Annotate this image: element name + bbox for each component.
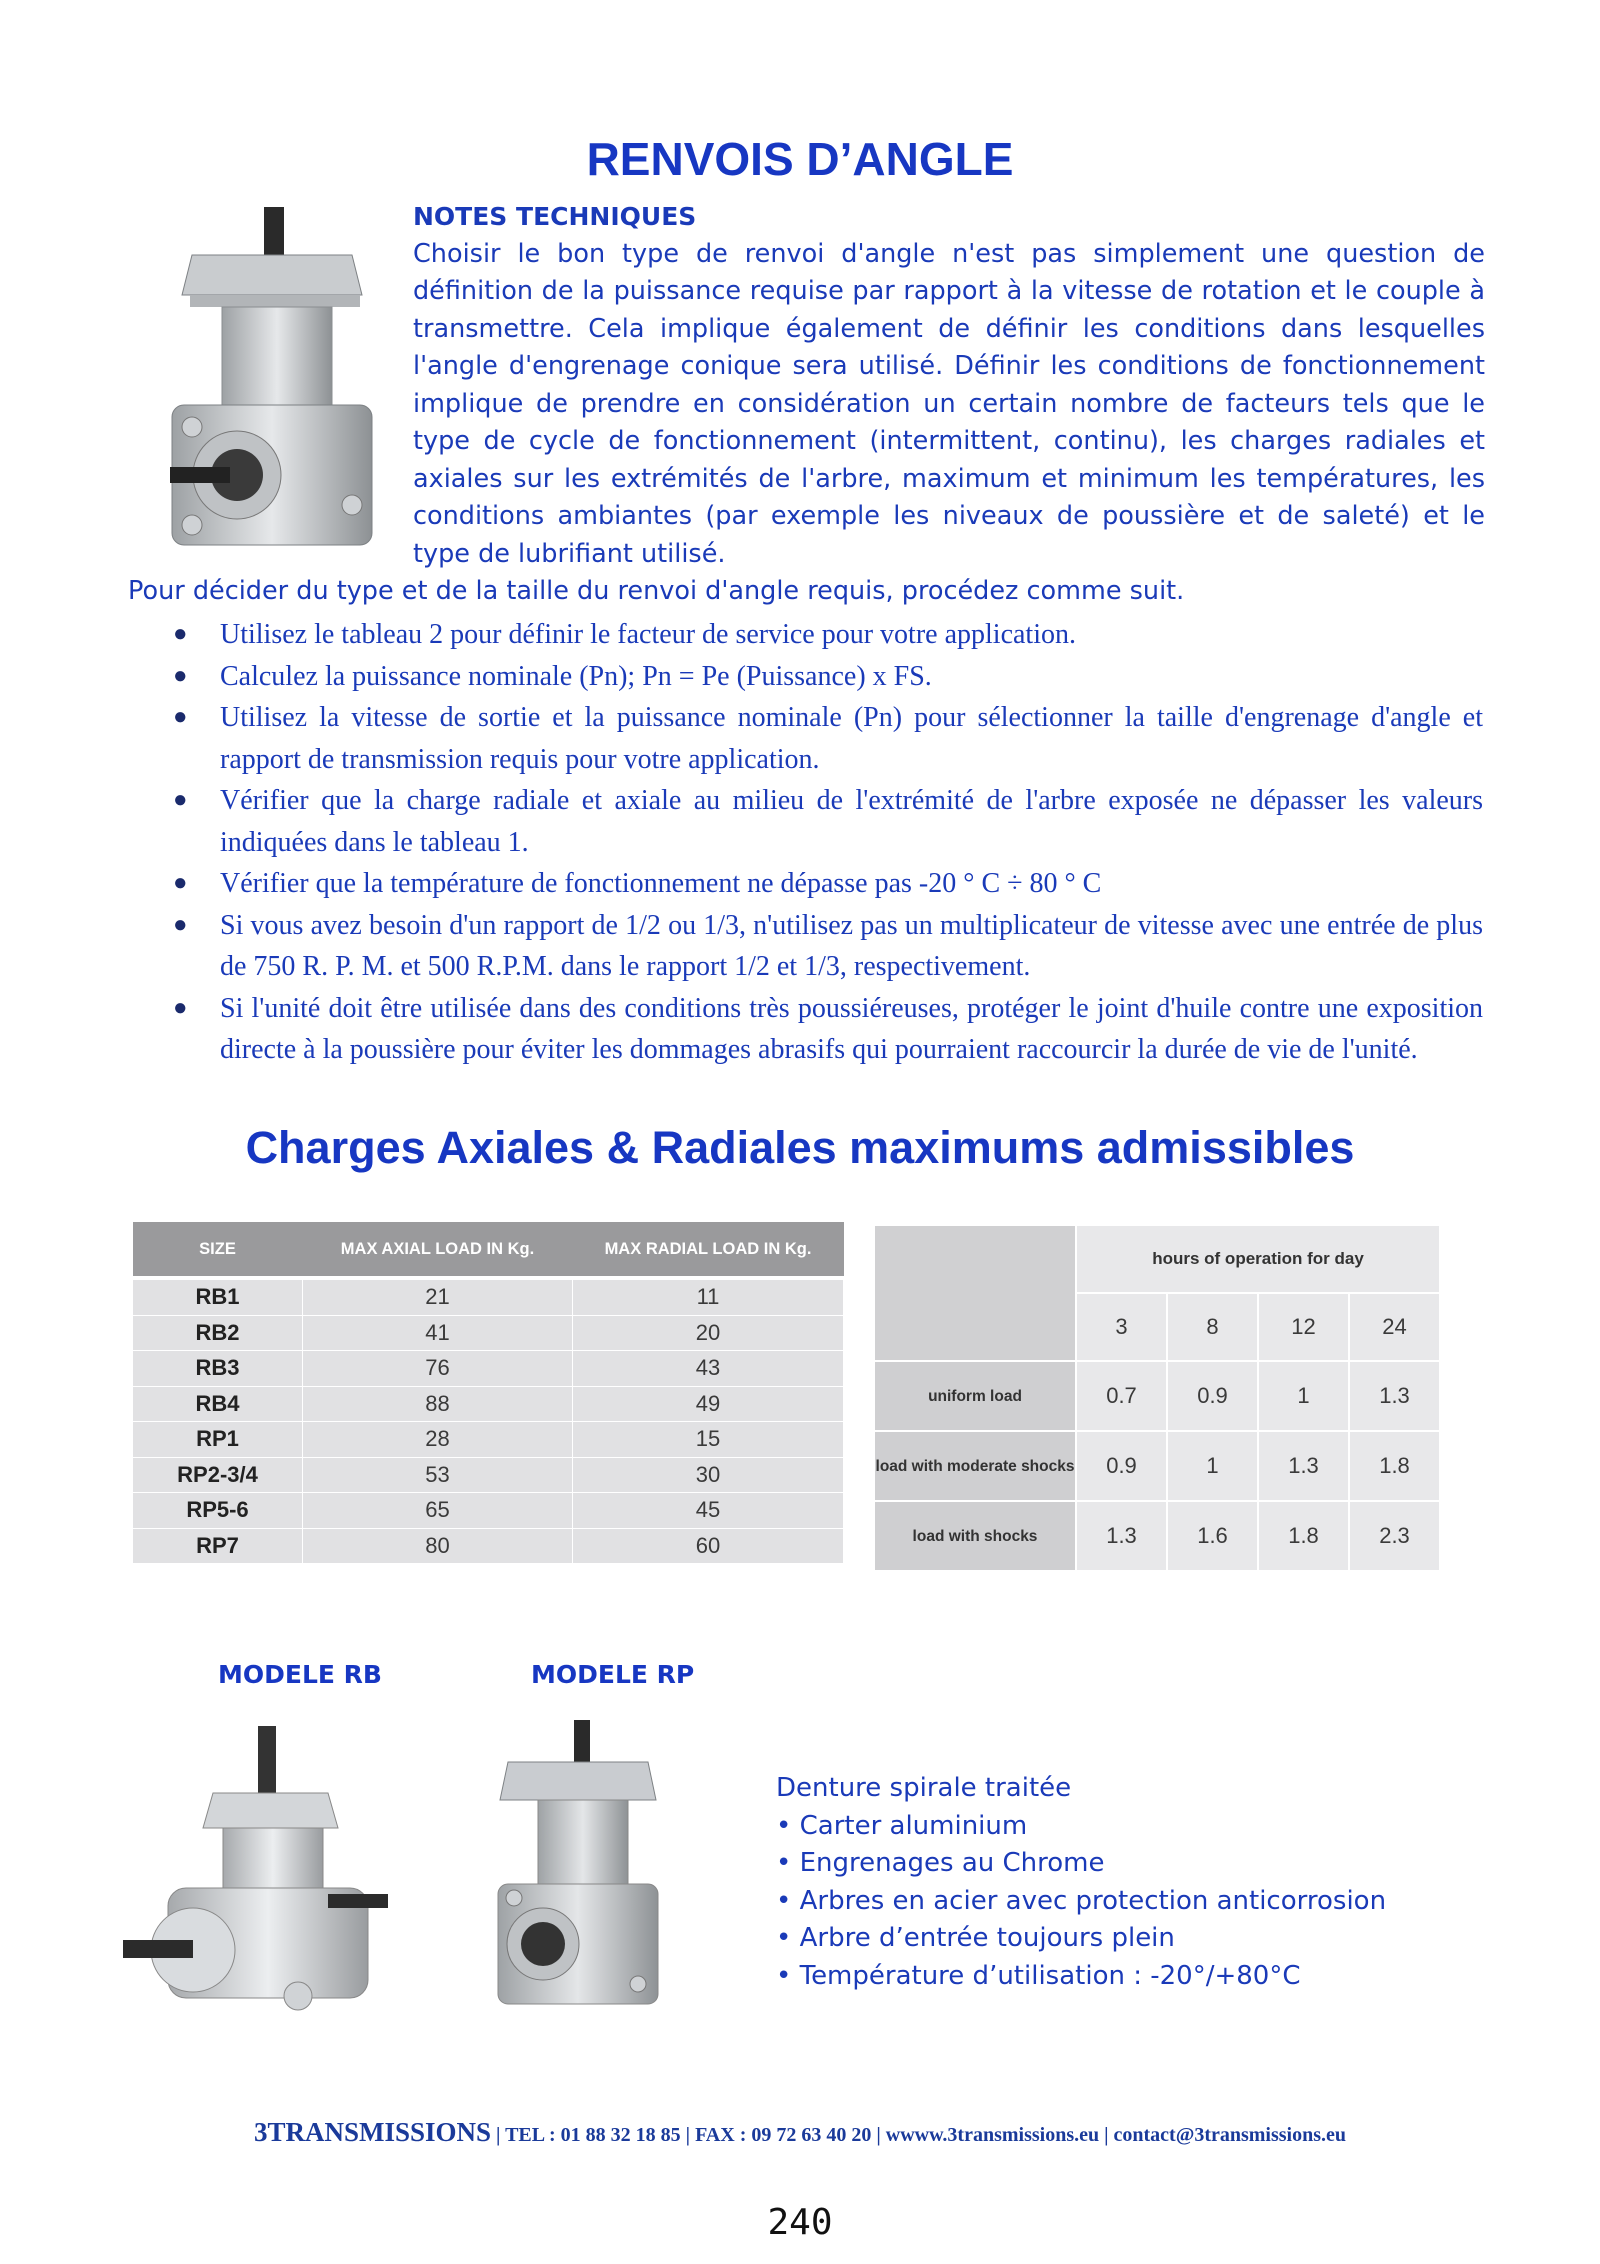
table-row: 3 8 12 24	[874, 1293, 1440, 1361]
service-factor-table	[873, 1224, 1441, 1572]
bullet-dot-icon: ●	[173, 870, 188, 896]
list-item: • Température d’utilisation : -20°/+80°C	[776, 1960, 1301, 1991]
procedure-steps	[173, 614, 1483, 1071]
list-item: • Arbres en acier avec protection anticorrosion	[776, 1885, 1387, 1916]
table-row: uniform load 0.7 0.9 1 1.3	[874, 1361, 1440, 1431]
gearbox-photo-icon	[478, 1714, 678, 2014]
load-table	[132, 1222, 844, 1564]
list-item: Denture spirale traitée	[776, 1773, 1072, 1803]
footer-contact: | TEL : 01 88 32 18 85 | FAX : 09 72 63 40 20 | wwww.3transmissions.eu | contact@3transmissions.eu	[491, 2124, 1347, 2146]
bullet-dot-icon: ●	[173, 911, 188, 938]
notes-heading: NOTES TECHNIQUES	[413, 202, 697, 231]
hours-header: hours of operation for day	[1076, 1225, 1440, 1293]
footer-brand: 3TRANSMISSIONS	[253, 2117, 492, 2147]
list-item: • Carter aluminium	[776, 1810, 1028, 1841]
table-row: RB2 41 20	[133, 1315, 844, 1351]
footer	[0, 2117, 1600, 2148]
notes-body: Choisir le bon type de renvoi d'angle n'est pas simplement une question de définition de la puissance requise par rapport à la vitesse de rotation et le couple à transmettre. Cela implique également de définir les conditions dans lesquelles l'angle d'engrenage conique sera utilisé. Définir les conditions de fonctionnement implique de prendre en considération un certain nombre de facteurs tels que le type de cycle de fonctionnement (intermittent, continu), les charges radiales et axiales sur les extrémités de l'arbre, maximum et minimum les températures, les conditions ambiantes (par exemple les niveaux de poussière et de saleté) et le type de lubrifiant utilisé.	[413, 238, 1485, 569]
list-item: ● Utilisez la vitesse de sortie et la puissance nominale (Pn) pour sélectionner la taille d'engrenage d'angle et rapport de transmission requis pour votre application.	[173, 697, 1483, 780]
model-rp-label: MODELE RP	[531, 1660, 695, 1689]
table-row: RP2-3/4 53 30	[133, 1457, 844, 1493]
bullet-dot-icon: ●	[173, 704, 188, 730]
model-rb-image	[118, 1718, 398, 2028]
list-item: • Arbre d’entrée toujours plein	[776, 1923, 1175, 1953]
list-item: ● Vérifier que la température de fonctionnement ne dépasse pas -20 ° C ÷ 80 ° C	[173, 863, 1483, 905]
bullet-dot-icon: ●	[173, 787, 188, 813]
gearbox-photo-icon	[118, 1718, 398, 2028]
list-item: ● Calculez la puissance nominale (Pn); Pn = Pe (Puissance) x FS.	[173, 656, 1483, 698]
list-item: ● Utilisez le tableau 2 pour définir le facteur de service pour votre application.	[173, 614, 1483, 656]
page-number: 240	[767, 2202, 833, 2243]
table-row: load with shocks 1.3 1.6 1.8 2.3	[874, 1501, 1440, 1571]
table-corner	[874, 1225, 1076, 1361]
gearbox-photo-icon	[152, 205, 402, 565]
bullet-dot-icon: ●	[173, 662, 188, 689]
page-title: RENVOIS D’ANGLE	[586, 133, 1014, 185]
gearbox-image-top	[152, 205, 402, 565]
table-row: RB3 76 43	[133, 1351, 844, 1387]
table-row: load with moderate shocks 0.9 1 1.3 1.8	[874, 1431, 1440, 1501]
column-header: MAX AXIAL LOAD IN Kg.	[303, 1222, 573, 1278]
table-row: RB1 21 11	[133, 1278, 844, 1315]
list-item: ● Si vous avez besoin d'un rapport de 1/2 ou 1/3, n'utilisez pas un multiplicateur de vitesse avec une entrée de plus de 750 R. P. M. et 500 R.P.M. dans le rapport 1/2 et 1/3, respectivement.	[173, 905, 1483, 988]
list-item: ● Si l'unité doit être utilisée dans des conditions très poussiéreuses, protéger le joint d'huile contre une exposition directe à la poussière pour éviter les dommages abrasifs qui pourraient raccourcir la durée de vie de l'unité.	[173, 988, 1483, 1071]
column-header: MAX RADIAL LOAD IN Kg.	[573, 1222, 844, 1278]
list-item: ● Vérifier que la charge radiale et axiale au milieu de l'extrémité de l'arbre exposée ne dépasser les valeurs indiquées dans le tableau 1.	[173, 780, 1483, 863]
list-item: • Engrenages au Chrome	[776, 1848, 1105, 1878]
table-row: RB4 88 49	[133, 1386, 844, 1422]
bullet-dot-icon: ●	[173, 621, 188, 647]
feature-list	[776, 1770, 1386, 1995]
bullet-dot-icon: ●	[173, 994, 188, 1021]
table-row: RP5-6 65 45	[133, 1493, 844, 1529]
model-rb-label: MODELE RB	[218, 1660, 382, 1689]
procedure-intro: Pour décider du type et de la taille du renvoi d'angle requis, procédez comme suit.	[128, 576, 1185, 606]
table-row: RP7 80 60	[133, 1528, 844, 1564]
column-header: SIZE	[133, 1222, 303, 1278]
section-title: Charges Axiales & Radiales maximums admissibles	[245, 1122, 1355, 1173]
model-rp-image	[478, 1714, 678, 2014]
table-row: RP1 28 15	[133, 1422, 844, 1458]
technical-notes	[413, 198, 1485, 573]
